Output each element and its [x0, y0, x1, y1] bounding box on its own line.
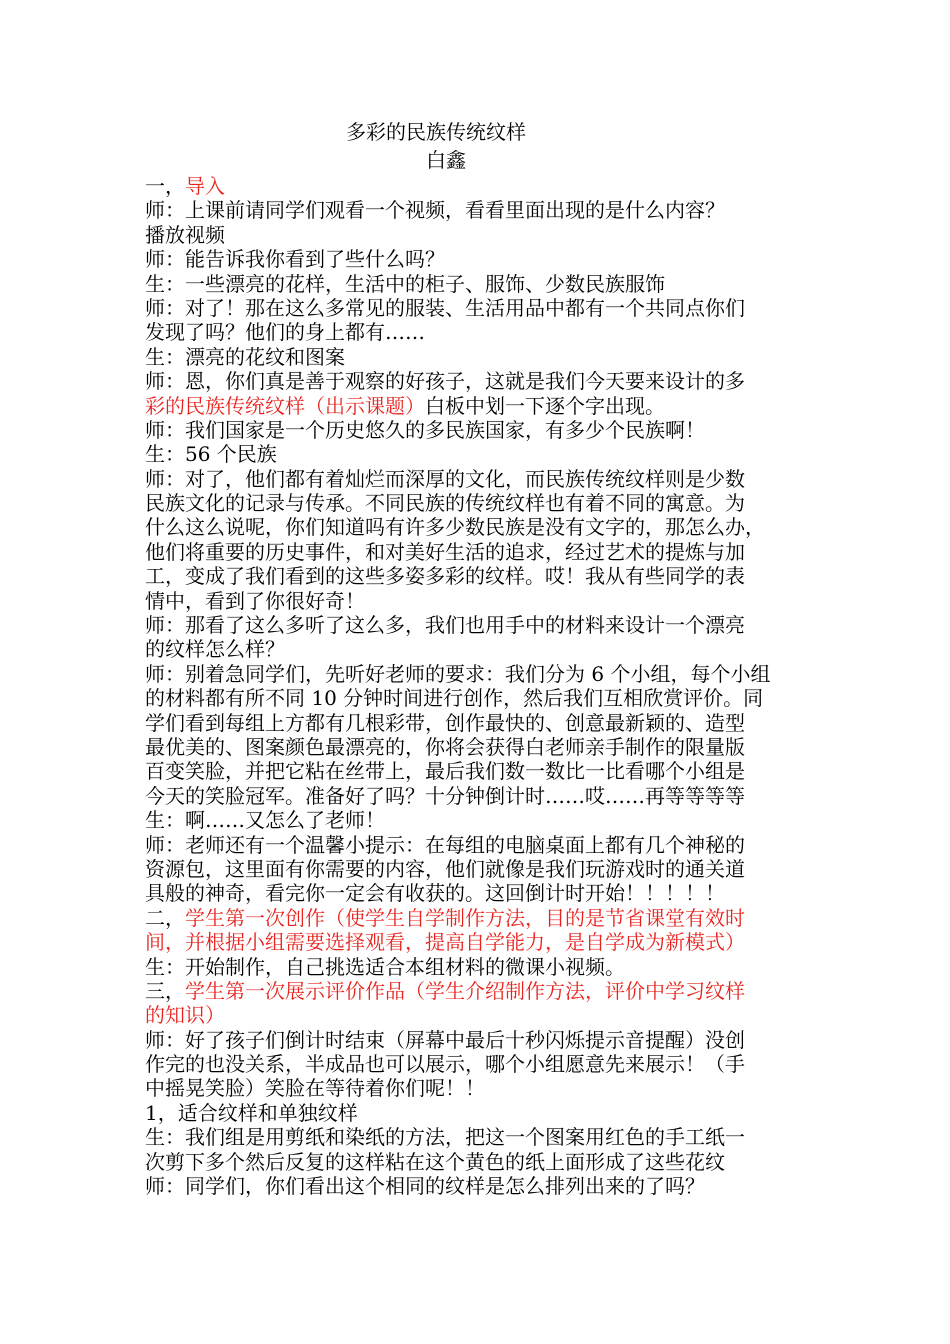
text-line [145, 662, 810, 686]
text-segment: 白板中划一下逐个字出现。 [425, 393, 665, 418]
text-segment: 师：能告诉我你看到了些什么吗？ [145, 247, 445, 272]
text-line [145, 1003, 810, 1027]
text-line [145, 247, 810, 271]
text-line [145, 491, 810, 515]
text-segment: 师：恩，你们真是善于观察的好孩子，这就是我们今天要来设计的多 [145, 369, 745, 394]
text-line [145, 467, 810, 491]
text-line [145, 833, 810, 857]
text-line [145, 1052, 810, 1076]
document-body [145, 174, 810, 1198]
text-segment: 次剪下多个然后反复的这样粘在这个黄色的纸上面形成了这些花纹 [145, 1149, 725, 1174]
text-segment: 1，适合纹样和单独纹样 [145, 1100, 358, 1125]
text-line [145, 564, 810, 588]
text-line [145, 1028, 810, 1052]
text-segment: 工，变成了我们看到的这些多姿多彩的纹样。哎！我从有些同学的表 [145, 564, 745, 589]
text-line [145, 1101, 810, 1125]
document-author: 白鑫 [426, 148, 466, 172]
text-segment: 具般的神奇，看完你一定会有收获的。这回倒计时开始！！！！！ [145, 881, 725, 906]
text-line [145, 979, 810, 1003]
text-segment: 生：一些漂亮的花样，生活中的柜子、服饰、少数民族服饰 [145, 271, 665, 296]
text-line [145, 1150, 810, 1174]
text-line [145, 735, 810, 759]
text-segment: 他们将重要的历史事件，和对美好生活的追求，经过艺术的提炼与加 [145, 539, 745, 564]
text-line [145, 174, 810, 198]
text-line [145, 369, 810, 393]
text-line [145, 857, 810, 881]
text-line [145, 906, 810, 930]
highlighted-text: 彩的民族传统纹样（出示课题） [145, 393, 425, 418]
text-line [145, 394, 810, 418]
text-line [145, 930, 810, 954]
text-segment: 师：同学们，你们看出这个相同的纹样是怎么排列出来的了吗？ [145, 1174, 705, 1199]
text-segment: 的材料都有所不同 10 分钟时间进行创作，然后我们互相欣赏评价。同 [145, 686, 764, 711]
text-line [145, 808, 810, 832]
text-line [145, 1125, 810, 1149]
text-segment: 作完的也没关系，半成品也可以展示，哪个小组愿意先来展示！（手 [145, 1052, 745, 1077]
highlighted-text: 学生第一次展示评价作品（学生介绍制作方法，评价中学习纹样 [185, 978, 745, 1003]
text-segment: 民族文化的记录与传承。不同民族的传统纹样也有着不同的寓意。为 [145, 491, 745, 516]
text-line [145, 418, 810, 442]
text-segment: 中摇晃笑脸）笑脸在等待着你们呢！！ [145, 1076, 485, 1101]
document-title: 多彩的民族传统纹样 [346, 120, 526, 144]
text-segment: 的纹样怎么样？ [145, 637, 285, 662]
text-segment: 师：那看了这么多听了这么多，我们也用手中的材料来设计一个漂亮 [145, 613, 745, 638]
text-line [145, 686, 810, 710]
text-segment: 资源包，这里面有你需要的内容，他们就像是我们玩游戏时的通关道 [145, 856, 745, 881]
text-line [145, 759, 810, 783]
text-line [145, 442, 810, 466]
text-segment: 师：老师还有一个温馨小提示：在每组的电脑桌面上都有几个神秘的 [145, 832, 745, 857]
text-segment: 生：漂亮的花纹和图案 [145, 344, 345, 369]
text-line [145, 613, 810, 637]
text-line [145, 272, 810, 296]
highlighted-text: 的知识） [145, 1003, 225, 1028]
text-line [145, 515, 810, 539]
text-segment: 生：我们组是用剪纸和染纸的方法，把这一个图案用红色的手工纸一 [145, 1125, 745, 1150]
text-segment: 什么这么说呢，你们知道吗有许多少数民族是没有文字的，那怎么办， [145, 515, 765, 540]
text-line [145, 1076, 810, 1100]
text-segment: 百变笑脸，并把它粘在丝带上，最后我们数一数比一比看哪个小组是 [145, 759, 745, 784]
text-segment: 一， [145, 174, 185, 198]
text-segment: 生：56 个民族 [145, 442, 277, 467]
text-segment: 师：对了，他们都有着灿烂而深厚的文化，而民族传统纹样则是少数 [145, 466, 745, 491]
text-line [145, 784, 810, 808]
text-segment: 师：好了孩子们倒计时结束（屏幕中最后十秒闪烁提示音提醒）没创 [145, 1027, 745, 1052]
text-segment: 发现了吗？他们的身上都有…… [145, 320, 425, 345]
text-line [145, 296, 810, 320]
highlighted-text: 学生第一次创作（使学生自学制作方法，目的是节省课堂有效时 [185, 905, 745, 930]
text-line [145, 955, 810, 979]
text-segment: 今天的笑脸冠军。准备好了吗？十分钟倒计时……哎……再等等等等 [145, 783, 745, 808]
text-segment: 生：开始制作，自己挑选适合本组材料的微课小视频。 [145, 954, 625, 979]
text-segment: 师：我们国家是一个历史悠久的多民族国家，有多少个民族啊！ [145, 417, 705, 442]
text-line [145, 881, 810, 905]
text-segment: 三， [145, 978, 185, 1003]
text-line [145, 223, 810, 247]
text-segment: 师：对了！那在这么多常见的服装、生活用品中都有一个共同点你们 [145, 295, 745, 320]
text-line [145, 589, 810, 613]
text-segment: 最优美的、图案颜色最漂亮的，你将会获得白老师亲手制作的限量版 [145, 734, 745, 759]
text-line [145, 345, 810, 369]
text-line [145, 540, 810, 564]
text-line [145, 320, 810, 344]
text-line [145, 637, 810, 661]
text-line [145, 711, 810, 735]
text-segment: 二， [145, 905, 185, 930]
text-segment: 播放视频 [145, 222, 225, 247]
text-segment: 师：别着急同学们，先听好老师的要求：我们分为 6 个小组，每个小组 [145, 661, 771, 686]
text-segment: 学们看到每组上方都有几根彩带，创作最快的、创意最新颖的、造型 [145, 710, 745, 735]
text-segment: 师：上课前请同学们观看一个视频，看看里面出现的是什么内容？ [145, 198, 725, 223]
text-segment: 生：啊……又怎么了老师！ [145, 808, 385, 833]
text-segment: 情中，看到了你很好奇！ [145, 588, 365, 613]
highlighted-text: 间，并根据小组需要选择观看，提高自学能力，是自学成为新模式） [145, 930, 745, 955]
text-line [145, 1174, 810, 1198]
text-line [145, 198, 810, 222]
highlighted-text: 导入 [185, 174, 225, 198]
